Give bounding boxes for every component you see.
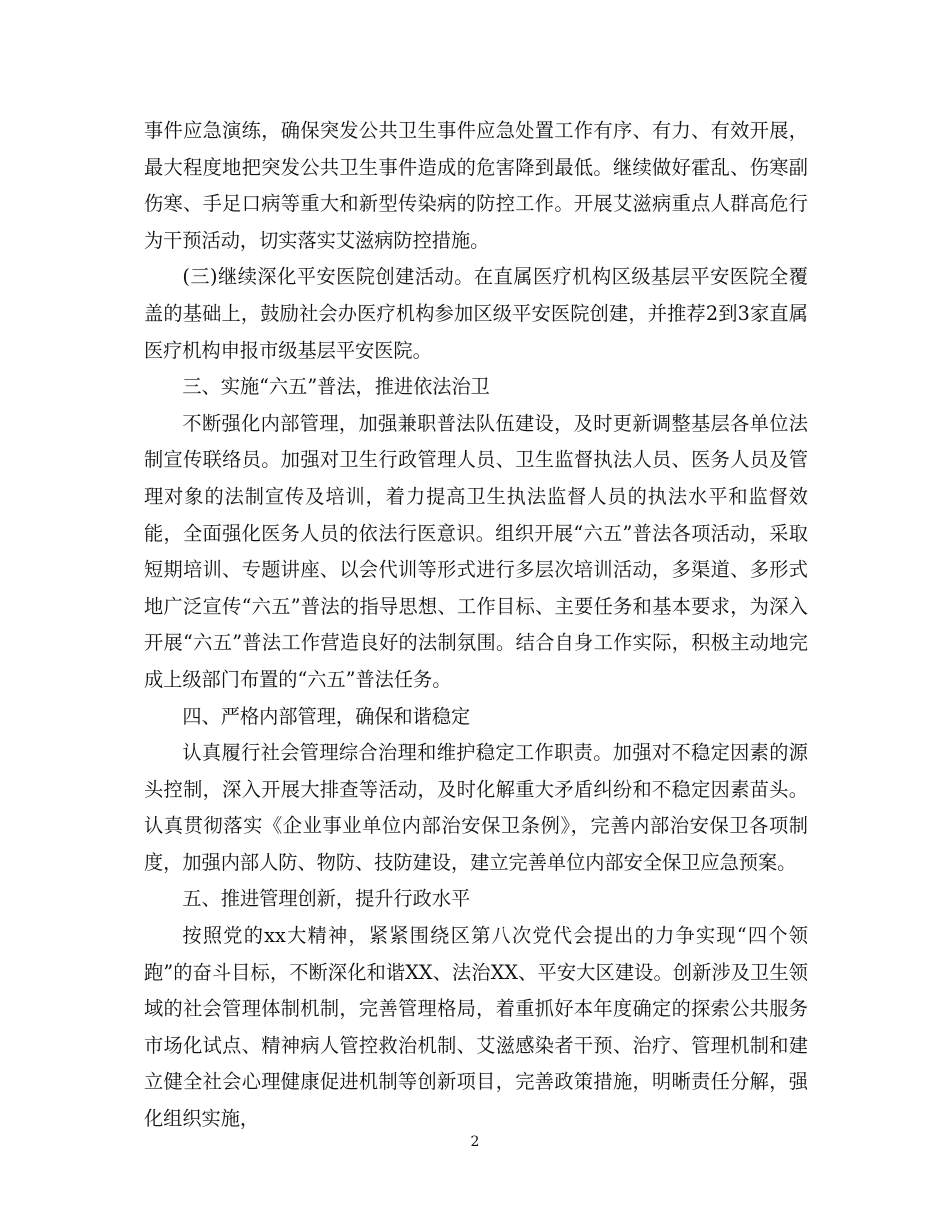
- paragraph-safe-hospital: (三)继续深化平安医院创建活动。在直属医疗机构区级基层平安医院全覆盖的基础上，鼓励社会办医疗机构参加区级平安医院创建，并推荐2到3家直属医疗机构申报市级基层平安医院。: [144, 265, 808, 362]
- paragraph-legal-education: 不断强化内部管理，加强兼职普法队伍建设，及时更新调整基层各单位法制宣传联络员。加强对卫生行政管理人员、卫生监督执法人员、医务人员及管理对象的法制宣传及培训，着力提高卫生执法监督人员的执法水平和监督效能，全面强化医务人员的依法行医意识。组织开展“六五”普法各项活动，采取短期培训、专题讲座、以会代训等形式进行多层次培训活动，多渠道、多形式地广泛宣传“六五”普法的指导思想、工作目标、主要任务和基本要求，为深入开展“六五”普法工作营造良好的法制氛围。结合自身工作实际，积极主动地完成上级部门布置的“六五”普法任务。: [144, 411, 808, 691]
- paragraph-internal-management: 认真履行社会管理综合治理和维护稳定工作职责。加强对不稳定因素的源头控制，深入开展大排查等活动，及时化解重大矛盾纠纷和不稳定因素苗头。认真贯彻落实《企业事业单位内部治安保卫条例》，完善内部治安保卫各项制度，加强内部人防、物防、技防建设，建立完善单位内部安全保卫应急预案。: [144, 741, 808, 874]
- section-heading-management-innovation: 五、推进管理创新，提升行政水平: [182, 887, 471, 911]
- page-number: 2: [470, 1134, 480, 1150]
- section-heading-internal-management: 四、严格内部管理，确保和谐稳定: [182, 704, 471, 728]
- paragraph-management-innovation: 按照党的xx大精神，紧紧围绕区第八次党代会提出的力争实现“四个领跑”的奋斗目标，不断深化和谐XX、法治XX、平安大区建设。创新涉及卫生领域的社会管理体制机制，完善管理格局，着重抓好本年度确定的探索公共服务市场化试点、精神病人管控救治机制、艾滋感染者干预、治疗、管理机制和建立健全社会心理健康促进机制等创新项目，完善政策措施，明晰责任分解，强化组织实施，: [144, 924, 808, 1131]
- document-body: [144, 113, 808, 1138]
- section-heading-legal-education: 三、实施“六五”普法，推进依法治卫: [182, 375, 490, 399]
- paragraph-continuation: 事件应急演练，确保突发公共卫生事件应急处置工作有序、有力、有效开展，最大程度地把突发公共卫生事件造成的危害降到最低。继续做好霍乱、伤寒副伤寒、手足口病等重大和新型传染病的防控工作。开展艾滋病重点人群高危行为干预活动，切实落实艾滋病防控措施。: [144, 119, 808, 252]
